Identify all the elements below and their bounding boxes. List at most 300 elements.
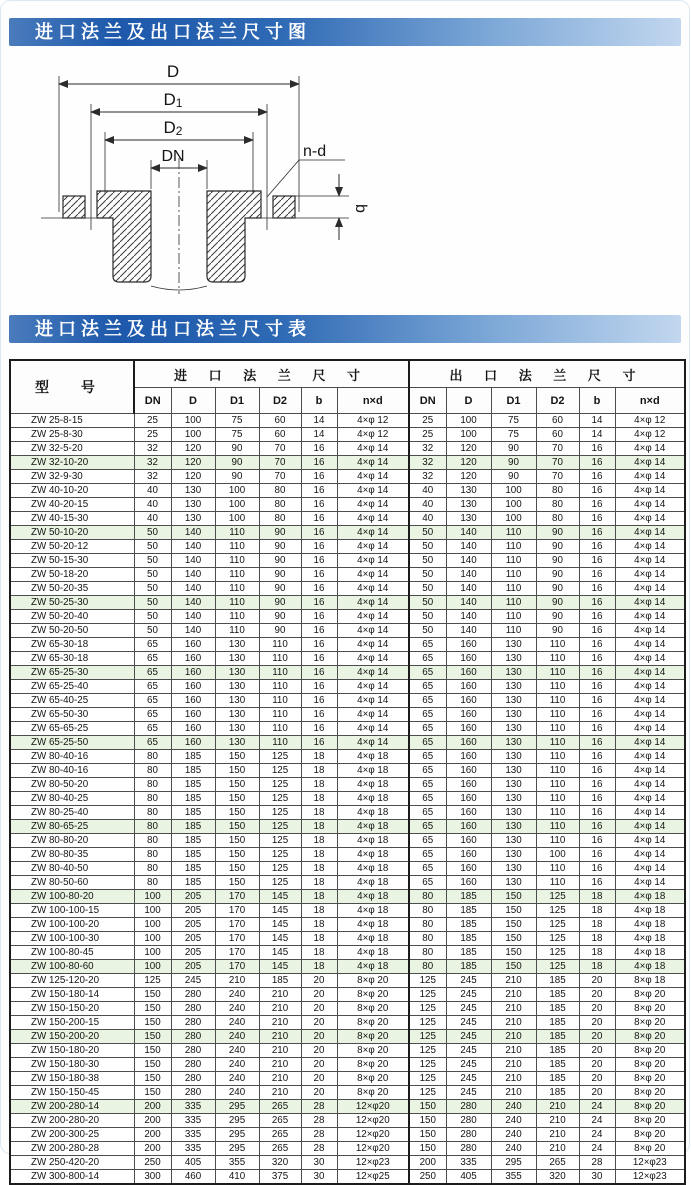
col-header-outlet-d2: D2	[536, 388, 579, 414]
dim-cell: 280	[171, 1002, 215, 1016]
dim-cell: 65	[409, 778, 446, 792]
dim-cell: 65	[409, 764, 446, 778]
dim-cell: 160	[446, 750, 491, 764]
dim-cell: 24	[579, 1142, 615, 1156]
dim-cell: 130	[215, 694, 259, 708]
dim-cell: 130	[491, 652, 536, 666]
model-cell: ZW 32-9-30	[10, 470, 134, 484]
dim-cell: 4×φ 18	[337, 904, 409, 918]
dim-cell: 12×φ20	[337, 1142, 409, 1156]
dim-cell: 100	[171, 428, 215, 442]
dim-cell: 20	[301, 1086, 337, 1100]
bolt-holes-label: n-d	[303, 143, 327, 160]
table-row	[10, 1142, 685, 1156]
dim-cell: 110	[491, 610, 536, 624]
dim-cell: 90	[215, 442, 259, 456]
dim-cell: 185	[171, 792, 215, 806]
dim-cell: 150	[215, 820, 259, 834]
model-cell: ZW 300-800-14	[10, 1170, 134, 1185]
dim-cell: 4×φ 18	[337, 890, 409, 904]
dim-cell: 50	[134, 568, 171, 582]
table-row	[10, 1044, 685, 1058]
dim-cell: 245	[446, 1072, 491, 1086]
dim-cell: 25	[134, 414, 171, 428]
table-row	[10, 750, 685, 764]
dim-cell: 40	[409, 484, 446, 498]
dim-cell: 240	[215, 1086, 259, 1100]
dim-cell: 16	[579, 820, 615, 834]
dim-cell: 185	[171, 778, 215, 792]
dim-cell: 4×φ 14	[615, 638, 685, 652]
dim-cell: 210	[259, 1016, 301, 1030]
dim-cell: 110	[536, 792, 579, 806]
dim-cell: 20	[301, 1016, 337, 1030]
dim-cell: 90	[536, 540, 579, 554]
model-cell: ZW 100-100-15	[10, 904, 134, 918]
dim-cell: 30	[301, 1170, 337, 1185]
dim-cell: 65	[409, 722, 446, 736]
flange-table-body	[10, 414, 685, 1185]
dim-cell: 16	[301, 596, 337, 610]
dim-cell: 125	[259, 792, 301, 806]
dim-cell: 4×φ 12	[615, 414, 685, 428]
dim-cell: 8×φ 20	[615, 1128, 685, 1142]
dim-cell: 100	[134, 946, 171, 960]
dim-cell: 120	[446, 456, 491, 470]
dim-cell: 110	[491, 582, 536, 596]
table-row	[10, 428, 685, 442]
model-cell: ZW 125-120-20	[10, 974, 134, 988]
dim-cell: 100	[215, 512, 259, 526]
model-cell: ZW 150-150-45	[10, 1086, 134, 1100]
dim-cell: 140	[171, 582, 215, 596]
dim-cell: 4×φ 18	[337, 960, 409, 974]
table-row	[10, 1058, 685, 1072]
dim-cell: 18	[301, 890, 337, 904]
dim-cell: 32	[409, 470, 446, 484]
dim-cell: 16	[579, 834, 615, 848]
dim-cell: 185	[536, 1030, 579, 1044]
dim-cell: 32	[134, 442, 171, 456]
dim-cell: 170	[215, 932, 259, 946]
dim-cell: 110	[536, 806, 579, 820]
dim-cell: 110	[491, 526, 536, 540]
dim-cell: 100	[491, 512, 536, 526]
dim-cell: 160	[171, 708, 215, 722]
table-row	[10, 764, 685, 778]
section-title-table: 进口法兰及出口法兰尺寸表	[9, 315, 681, 343]
dim-cell: 16	[579, 610, 615, 624]
model-cell: ZW 150-150-20	[10, 1002, 134, 1016]
dim-cell: 140	[446, 582, 491, 596]
dim-cell: 160	[446, 638, 491, 652]
flange-cross-section-drawing	[1, 46, 691, 298]
table-row	[10, 1100, 685, 1114]
dim-cell: 250	[134, 1156, 171, 1170]
dim-cell: 40	[134, 512, 171, 526]
dim-cell: 4×φ 18	[337, 862, 409, 876]
dim-cell: 16	[301, 652, 337, 666]
dim-cell: 4×φ 14	[615, 806, 685, 820]
dim-cell: 16	[301, 540, 337, 554]
dim-cell: 8×φ 20	[337, 1002, 409, 1016]
dim-cell: 25	[409, 428, 446, 442]
dim-cell: 160	[446, 652, 491, 666]
col-header-inlet-d1: D1	[215, 388, 259, 414]
table-row	[10, 834, 685, 848]
dim-cell: 110	[536, 638, 579, 652]
table-row	[10, 988, 685, 1002]
dim-cell: 140	[446, 540, 491, 554]
dim-cell: 8×φ 20	[337, 1030, 409, 1044]
dim-cell: 110	[536, 876, 579, 890]
dim-cell: 14	[579, 414, 615, 428]
dim-cell: 145	[259, 932, 301, 946]
dim-cell: 130	[491, 722, 536, 736]
dim-cell: 110	[215, 582, 259, 596]
dim-cell: 140	[446, 554, 491, 568]
dim-cell: 185	[171, 764, 215, 778]
col-header-inlet-nxd: n×d	[337, 388, 409, 414]
dim-cell: 245	[446, 1002, 491, 1016]
dim-cell: 65	[409, 876, 446, 890]
dim-cell: 12×φ23	[337, 1156, 409, 1170]
dim-cell: 4×φ 14	[615, 624, 685, 638]
dim-cell: 150	[409, 1100, 446, 1114]
dim-cell: 20	[301, 988, 337, 1002]
dim-cell: 16	[579, 806, 615, 820]
dim-cell: 240	[215, 1072, 259, 1086]
dim-cell: 30	[579, 1170, 615, 1185]
dim-cell: 100	[171, 414, 215, 428]
dim-cell: 24	[579, 1100, 615, 1114]
model-cell: ZW 150-180-38	[10, 1072, 134, 1086]
dim-cell: 150	[215, 834, 259, 848]
dim-cell: 80	[134, 806, 171, 820]
dim-cell: 125	[409, 1030, 446, 1044]
col-header-inlet-d: D	[171, 388, 215, 414]
dim-cell: 8×φ 20	[337, 1086, 409, 1100]
dim-cell: 185	[446, 960, 491, 974]
model-cell: ZW 25-8-15	[10, 414, 134, 428]
dim-cell: 100	[215, 498, 259, 512]
dim-label-d2-base: D	[163, 118, 176, 137]
dim-cell: 25	[134, 428, 171, 442]
dim-cell: 375	[259, 1170, 301, 1185]
dim-cell: 145	[259, 904, 301, 918]
dim-cell: 4×φ 18	[337, 820, 409, 834]
col-header-outlet-b: b	[579, 388, 615, 414]
dim-cell: 12×φ20	[337, 1114, 409, 1128]
dim-cell: 80	[134, 792, 171, 806]
dim-cell: 150	[491, 918, 536, 932]
dim-cell: 4×φ 14	[615, 596, 685, 610]
dim-cell: 130	[491, 862, 536, 876]
dim-cell: 125	[536, 932, 579, 946]
dim-cell: 16	[579, 876, 615, 890]
dim-cell: 80	[134, 764, 171, 778]
dim-cell: 160	[171, 666, 215, 680]
dim-cell: 90	[536, 568, 579, 582]
dim-cell: 130	[491, 820, 536, 834]
dim-cell: 265	[259, 1128, 301, 1142]
dim-cell: 245	[446, 974, 491, 988]
col-group-inlet: 进 口 法 兰 尺 寸	[134, 360, 409, 388]
table-row	[10, 1086, 685, 1100]
dim-cell: 295	[215, 1142, 259, 1156]
dim-cell: 16	[579, 764, 615, 778]
model-cell: ZW 200-280-28	[10, 1142, 134, 1156]
model-cell: ZW 80-50-20	[10, 778, 134, 792]
dim-cell: 4×φ 14	[615, 568, 685, 582]
dim-cell: 240	[215, 1044, 259, 1058]
table-row	[10, 512, 685, 526]
dim-cell: 18	[579, 946, 615, 960]
dim-cell: 65	[409, 666, 446, 680]
dim-cell: 200	[134, 1114, 171, 1128]
dim-cell: 90	[491, 442, 536, 456]
dim-cell: 160	[446, 848, 491, 862]
dim-cell: 90	[536, 624, 579, 638]
dim-cell: 140	[446, 610, 491, 624]
dim-cell: 12×φ20	[337, 1100, 409, 1114]
model-cell: ZW 50-20-12	[10, 540, 134, 554]
dim-cell: 185	[446, 918, 491, 932]
dim-cell: 185	[171, 834, 215, 848]
model-cell: ZW 50-18-20	[10, 568, 134, 582]
model-cell: ZW 150-180-30	[10, 1058, 134, 1072]
table-row	[10, 1016, 685, 1030]
model-cell: ZW 32-10-20	[10, 456, 134, 470]
dim-cell: 125	[409, 1072, 446, 1086]
dim-cell: 4×φ 14	[615, 456, 685, 470]
dim-cell: 130	[491, 834, 536, 848]
dim-cell: 210	[536, 1142, 579, 1156]
dim-cell: 140	[171, 568, 215, 582]
dim-cell: 110	[536, 708, 579, 722]
dim-cell: 28	[301, 1114, 337, 1128]
dim-cell: 4×φ 14	[615, 652, 685, 666]
table-row	[10, 652, 685, 666]
dim-cell: 110	[259, 666, 301, 680]
dim-cell: 16	[301, 470, 337, 484]
dim-cell: 50	[409, 554, 446, 568]
dim-cell: 185	[536, 974, 579, 988]
table-row	[10, 778, 685, 792]
table-row	[10, 610, 685, 624]
dim-cell: 75	[491, 414, 536, 428]
dim-cell: 4×φ 14	[615, 750, 685, 764]
dim-cell: 210	[259, 1030, 301, 1044]
dim-cell: 170	[215, 904, 259, 918]
dim-cell: 125	[259, 750, 301, 764]
dim-cell: 90	[259, 540, 301, 554]
dim-cell: 280	[171, 988, 215, 1002]
dim-cell: 120	[171, 442, 215, 456]
dim-cell: 140	[446, 624, 491, 638]
dim-cell: 100	[134, 890, 171, 904]
dim-cell: 30	[301, 1156, 337, 1170]
dim-cell: 8×φ 20	[615, 1044, 685, 1058]
dim-cell: 4×φ 14	[337, 540, 409, 554]
dim-cell: 210	[259, 1044, 301, 1058]
dim-cell: 280	[171, 1058, 215, 1072]
dim-cell: 205	[171, 918, 215, 932]
dim-cell: 160	[446, 736, 491, 750]
dim-cell: 16	[579, 526, 615, 540]
model-cell: ZW 80-80-35	[10, 848, 134, 862]
dim-cell: 210	[491, 1030, 536, 1044]
dim-cell: 16	[301, 624, 337, 638]
dim-cell: 4×φ 14	[337, 624, 409, 638]
dim-cell: 280	[171, 1044, 215, 1058]
dim-cell: 80	[536, 498, 579, 512]
dim-cell: 4×φ 18	[615, 904, 685, 918]
dim-cell: 140	[171, 540, 215, 554]
model-cell: ZW 80-40-16	[10, 750, 134, 764]
dim-cell: 16	[579, 708, 615, 722]
dim-cell: 16	[301, 582, 337, 596]
dim-cell: 20	[301, 1030, 337, 1044]
dim-cell: 16	[579, 778, 615, 792]
dim-cell: 240	[491, 1142, 536, 1156]
table-row	[10, 596, 685, 610]
dim-cell: 16	[579, 484, 615, 498]
dim-cell: 16	[579, 652, 615, 666]
dim-cell: 4×φ 18	[337, 806, 409, 820]
dim-cell: 110	[215, 526, 259, 540]
dim-cell: 130	[171, 512, 215, 526]
model-cell: ZW 65-25-40	[10, 680, 134, 694]
table-row	[10, 1114, 685, 1128]
dim-cell: 4×φ 18	[337, 792, 409, 806]
dim-cell: 185	[536, 1002, 579, 1016]
dim-cell: 280	[171, 1016, 215, 1030]
dim-cell: 18	[301, 750, 337, 764]
dim-cell: 8×φ 20	[615, 988, 685, 1002]
dim-cell: 4×φ 14	[615, 442, 685, 456]
dim-cell: 185	[536, 1016, 579, 1030]
dim-cell: 140	[446, 568, 491, 582]
table-row	[10, 904, 685, 918]
dim-cell: 90	[259, 526, 301, 540]
dim-cell: 65	[409, 708, 446, 722]
dim-cell: 65	[409, 680, 446, 694]
model-cell: ZW 80-50-60	[10, 876, 134, 890]
dim-cell: 125	[259, 848, 301, 862]
dim-cell: 100	[536, 848, 579, 862]
dim-cell: 90	[259, 624, 301, 638]
dim-cell: 130	[215, 708, 259, 722]
dim-cell: 335	[171, 1100, 215, 1114]
dim-cell: 160	[446, 708, 491, 722]
dim-cell: 4×φ 18	[337, 946, 409, 960]
dim-cell: 250	[409, 1170, 446, 1185]
dim-cell: 245	[446, 1044, 491, 1058]
dim-cell: 185	[171, 848, 215, 862]
dim-cell: 80	[134, 848, 171, 862]
dim-cell: 80	[134, 820, 171, 834]
dim-cell: 110	[215, 568, 259, 582]
dim-cell: 4×φ 14	[337, 610, 409, 624]
model-cell: ZW 50-20-50	[10, 624, 134, 638]
dim-cell: 4×φ 14	[337, 582, 409, 596]
dim-cell: 295	[215, 1100, 259, 1114]
dim-cell: 295	[215, 1128, 259, 1142]
dim-label-d1	[164, 90, 183, 110]
dim-cell: 4×φ 14	[615, 708, 685, 722]
dim-cell: 200	[134, 1142, 171, 1156]
model-cell: ZW 80-80-20	[10, 834, 134, 848]
dim-cell: 335	[171, 1128, 215, 1142]
dim-cell: 90	[215, 456, 259, 470]
dim-cell: 80	[409, 904, 446, 918]
dim-cell: 50	[409, 610, 446, 624]
dim-cell: 110	[491, 554, 536, 568]
model-cell: ZW 50-25-30	[10, 596, 134, 610]
dim-label-d2-sub: 2	[175, 124, 183, 138]
dim-cell: 210	[491, 1044, 536, 1058]
dim-cell: 110	[536, 778, 579, 792]
dim-cell: 120	[171, 470, 215, 484]
dim-cell: 100	[134, 932, 171, 946]
dim-cell: 65	[134, 736, 171, 750]
dim-cell: 4×φ 14	[615, 554, 685, 568]
dim-cell: 150	[215, 862, 259, 876]
dim-cell: 160	[171, 722, 215, 736]
dim-cell: 8×φ 20	[615, 1030, 685, 1044]
dim-cell: 160	[446, 666, 491, 680]
table-row	[10, 1128, 685, 1142]
dim-cell: 18	[301, 932, 337, 946]
dim-cell: 110	[259, 722, 301, 736]
col-group-outlet: 出 口 法 兰 尺 寸	[409, 360, 685, 388]
dim-cell: 110	[491, 596, 536, 610]
dim-cell: 4×φ 14	[337, 470, 409, 484]
dim-cell: 8×φ 20	[337, 1044, 409, 1058]
dim-cell: 130	[491, 806, 536, 820]
dim-cell: 50	[134, 554, 171, 568]
table-row	[10, 1156, 685, 1170]
dim-cell: 110	[536, 862, 579, 876]
dim-cell: 110	[536, 722, 579, 736]
dim-cell: 265	[259, 1114, 301, 1128]
col-header-outlet-nxd: n×d	[615, 388, 685, 414]
dim-cell: 20	[579, 988, 615, 1002]
dim-cell: 25	[409, 414, 446, 428]
dim-cell: 4×φ 18	[337, 918, 409, 932]
dim-cell: 150	[134, 1030, 171, 1044]
dim-cell: 4×φ 14	[615, 484, 685, 498]
dim-cell: 110	[536, 750, 579, 764]
dim-cell: 120	[446, 442, 491, 456]
dim-cell: 8×φ 20	[615, 1100, 685, 1114]
dim-cell: 4×φ 14	[615, 792, 685, 806]
dim-cell: 65	[409, 792, 446, 806]
thickness-label: b	[352, 204, 369, 213]
dim-cell: 4×φ 14	[615, 722, 685, 736]
dim-cell: 160	[446, 778, 491, 792]
dim-cell: 265	[536, 1156, 579, 1170]
dim-cell: 80	[134, 876, 171, 890]
dim-cell: 16	[579, 736, 615, 750]
dim-cell: 4×φ 14	[337, 652, 409, 666]
dim-cell: 60	[536, 428, 579, 442]
dim-cell: 50	[409, 624, 446, 638]
dim-cell: 130	[491, 694, 536, 708]
dim-cell: 170	[215, 890, 259, 904]
model-cell: ZW 200-300-25	[10, 1128, 134, 1142]
